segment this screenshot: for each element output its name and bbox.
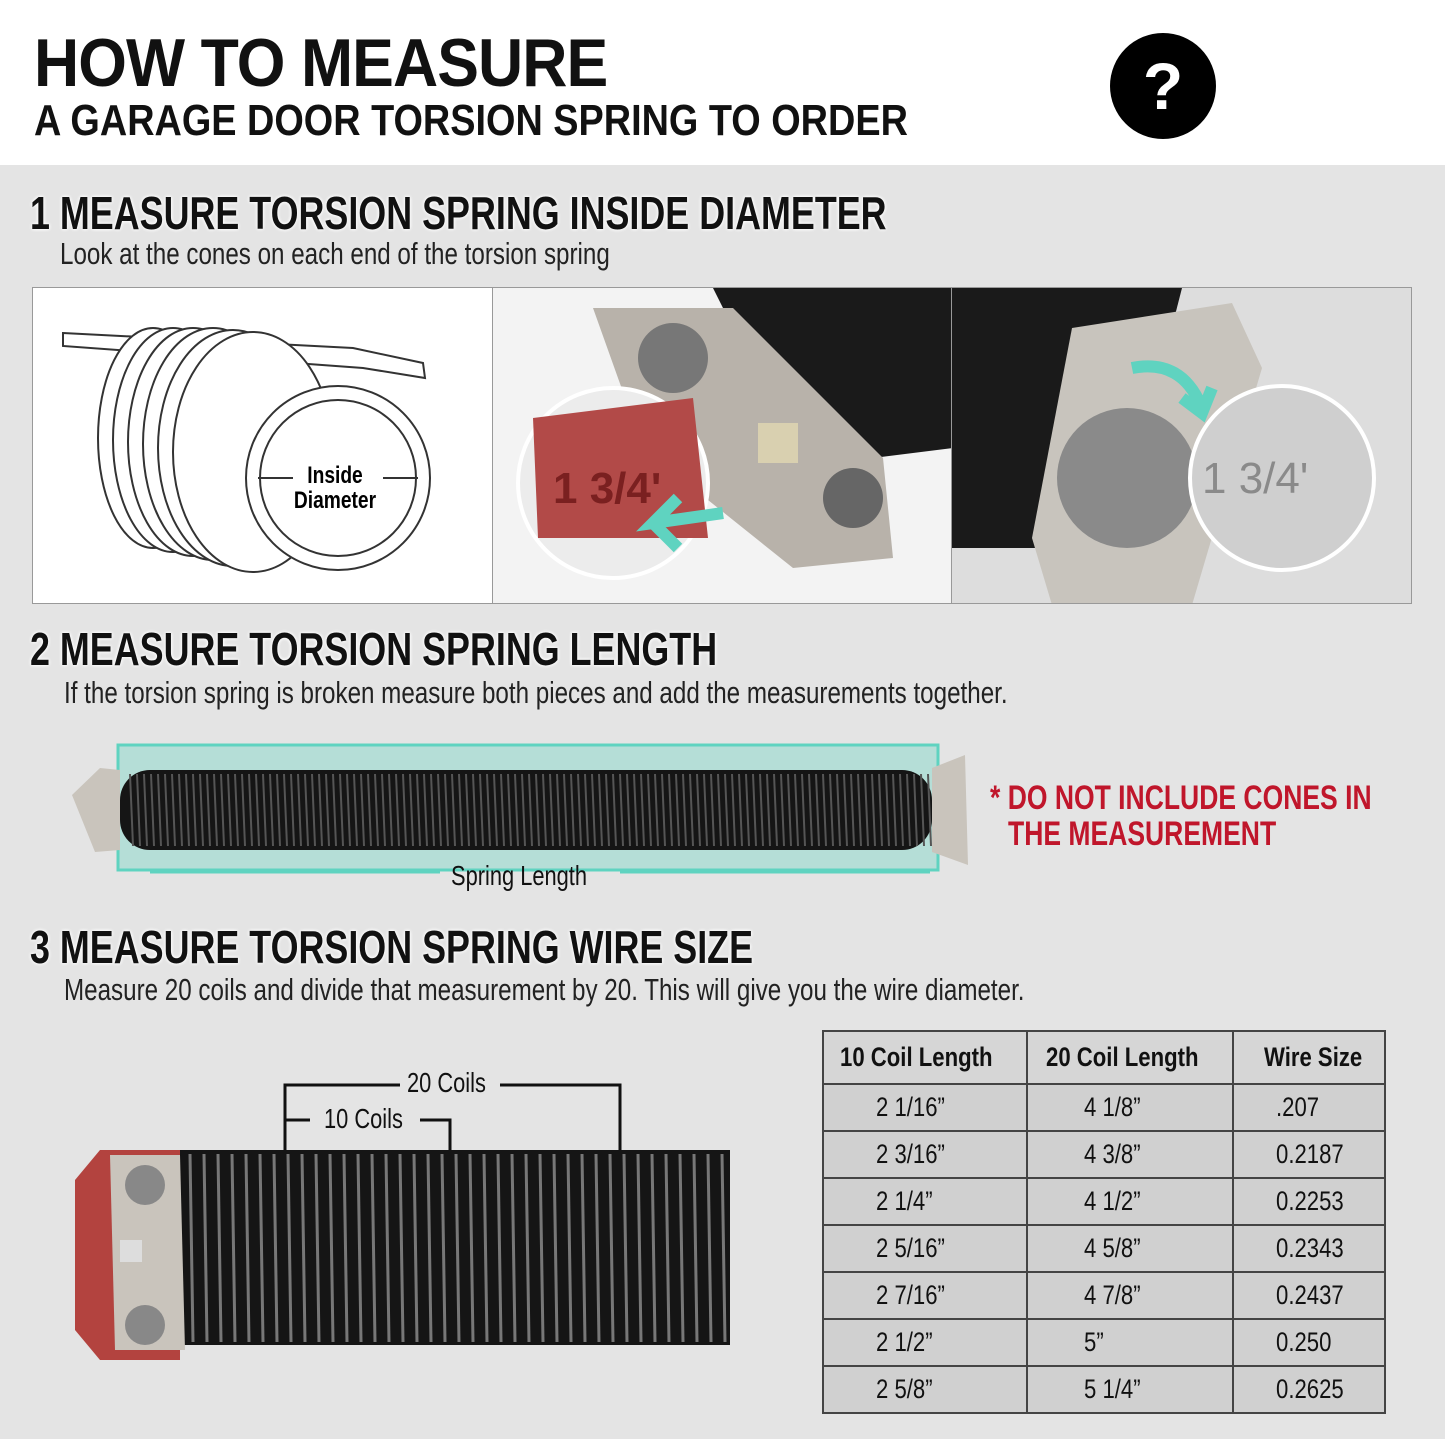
ten-coils-label <box>324 1103 425 1135</box>
table-row <box>823 1178 1385 1225</box>
table-cell: 0.2625 <box>1233 1366 1385 1413</box>
table-row <box>823 1272 1385 1319</box>
table-cell: 0.250 <box>1233 1319 1385 1366</box>
silver-cone-mark: 1 3/4' <box>1202 454 1309 503</box>
silver-cone-image <box>952 288 1411 603</box>
inside-label: Inside <box>307 460 363 489</box>
cone-photo-red <box>493 288 953 603</box>
step3-title <box>30 920 957 974</box>
table-cell: 4 7/8” <box>1027 1272 1233 1319</box>
table-row <box>823 1225 1385 1272</box>
diameter-label: Diameter <box>293 485 377 514</box>
question-mark-icon: ? <box>1110 33 1216 139</box>
spring-length-text: Spring Length <box>451 860 588 891</box>
step1-subtitle <box>60 236 765 272</box>
ten-coils-text: 10 Coils <box>324 1103 403 1134</box>
subtitle-text: A GARAGE DOOR TORSION SPRING TO ORDER <box>34 96 908 145</box>
table-cell: 5 1/4” <box>1027 1366 1233 1413</box>
inside-diameter-panel <box>32 287 1412 604</box>
table-cell: 0.2437 <box>1233 1272 1385 1319</box>
page-subtitle <box>34 96 1050 146</box>
spring-length-image <box>60 740 980 880</box>
step3-subtitle-text: Measure 20 coils and divide that measurement by 20. This will give you the wire diameter. <box>64 972 1025 1007</box>
table-cell: 2 1/4” <box>823 1178 1027 1225</box>
table-cell: .207 <box>1233 1084 1385 1131</box>
spring-length-label <box>451 860 625 892</box>
table-cell: 4 1/2” <box>1027 1178 1233 1225</box>
table-cell: 4 1/8” <box>1027 1084 1233 1131</box>
table-cell: 4 5/8” <box>1027 1225 1233 1272</box>
table-cell: 0.2253 <box>1233 1178 1385 1225</box>
page-title <box>34 24 657 102</box>
cone-photo-silver <box>952 288 1411 603</box>
title-text: HOW TO MEASURE <box>34 25 608 101</box>
warning-line-2: THE MEASUREMENT <box>1008 815 1277 853</box>
table-row <box>823 1131 1385 1178</box>
coil-diagram-svg <box>33 288 492 603</box>
step2-subtitle-text: If the torsion spring is broken measure both pieces and add the measurements together. <box>64 675 1008 710</box>
table-cell: 2 7/16” <box>823 1272 1027 1319</box>
red-cone-image <box>493 288 953 603</box>
step2-title <box>30 622 911 676</box>
step1-title-text: 1 MEASURE TORSION SPRING INSIDE DIAMETER <box>30 187 887 239</box>
cones-warning <box>990 780 1445 852</box>
twenty-coils-text: 20 Coils <box>407 1067 486 1098</box>
cone-size-mark: 1 3/4' <box>552 464 661 513</box>
table-cell: 5” <box>1027 1319 1233 1366</box>
table-header-row <box>823 1031 1385 1084</box>
spring-diagram <box>33 288 493 603</box>
table-cell: 2 1/2” <box>823 1319 1027 1366</box>
table-cell: 2 5/16” <box>823 1225 1027 1272</box>
step2-subtitle <box>64 675 1274 711</box>
col-wire-size: Wire Size <box>1233 1031 1385 1084</box>
table-cell: 0.2187 <box>1233 1131 1385 1178</box>
warning-line-1: * DO NOT INCLUDE CONES IN <box>990 779 1372 817</box>
table-row <box>823 1366 1385 1413</box>
table-cell: 2 5/8” <box>823 1366 1027 1413</box>
table-cell: 0.2343 <box>1233 1225 1385 1272</box>
table-row <box>823 1084 1385 1131</box>
step1-subtitle-text: Look at the cones on each end of the torsion spring <box>60 236 610 271</box>
step1-title <box>30 186 1128 240</box>
table-cell: 2 3/16” <box>823 1131 1027 1178</box>
step3-title-text: 3 MEASURE TORSION SPRING WIRE SIZE <box>30 921 754 973</box>
twenty-coils-label <box>407 1067 508 1099</box>
table-cell: 4 3/8” <box>1027 1131 1233 1178</box>
table-cell: 2 1/16” <box>823 1084 1027 1131</box>
wire-size-table <box>822 1030 1386 1414</box>
step2-title-text: 2 MEASURE TORSION SPRING LENGTH <box>30 623 718 675</box>
col-10-coil: 10 Coil Length <box>823 1031 1027 1084</box>
table-row <box>823 1319 1385 1366</box>
step3-subtitle <box>64 972 1295 1008</box>
col-20-coil: 20 Coil Length <box>1027 1031 1233 1084</box>
